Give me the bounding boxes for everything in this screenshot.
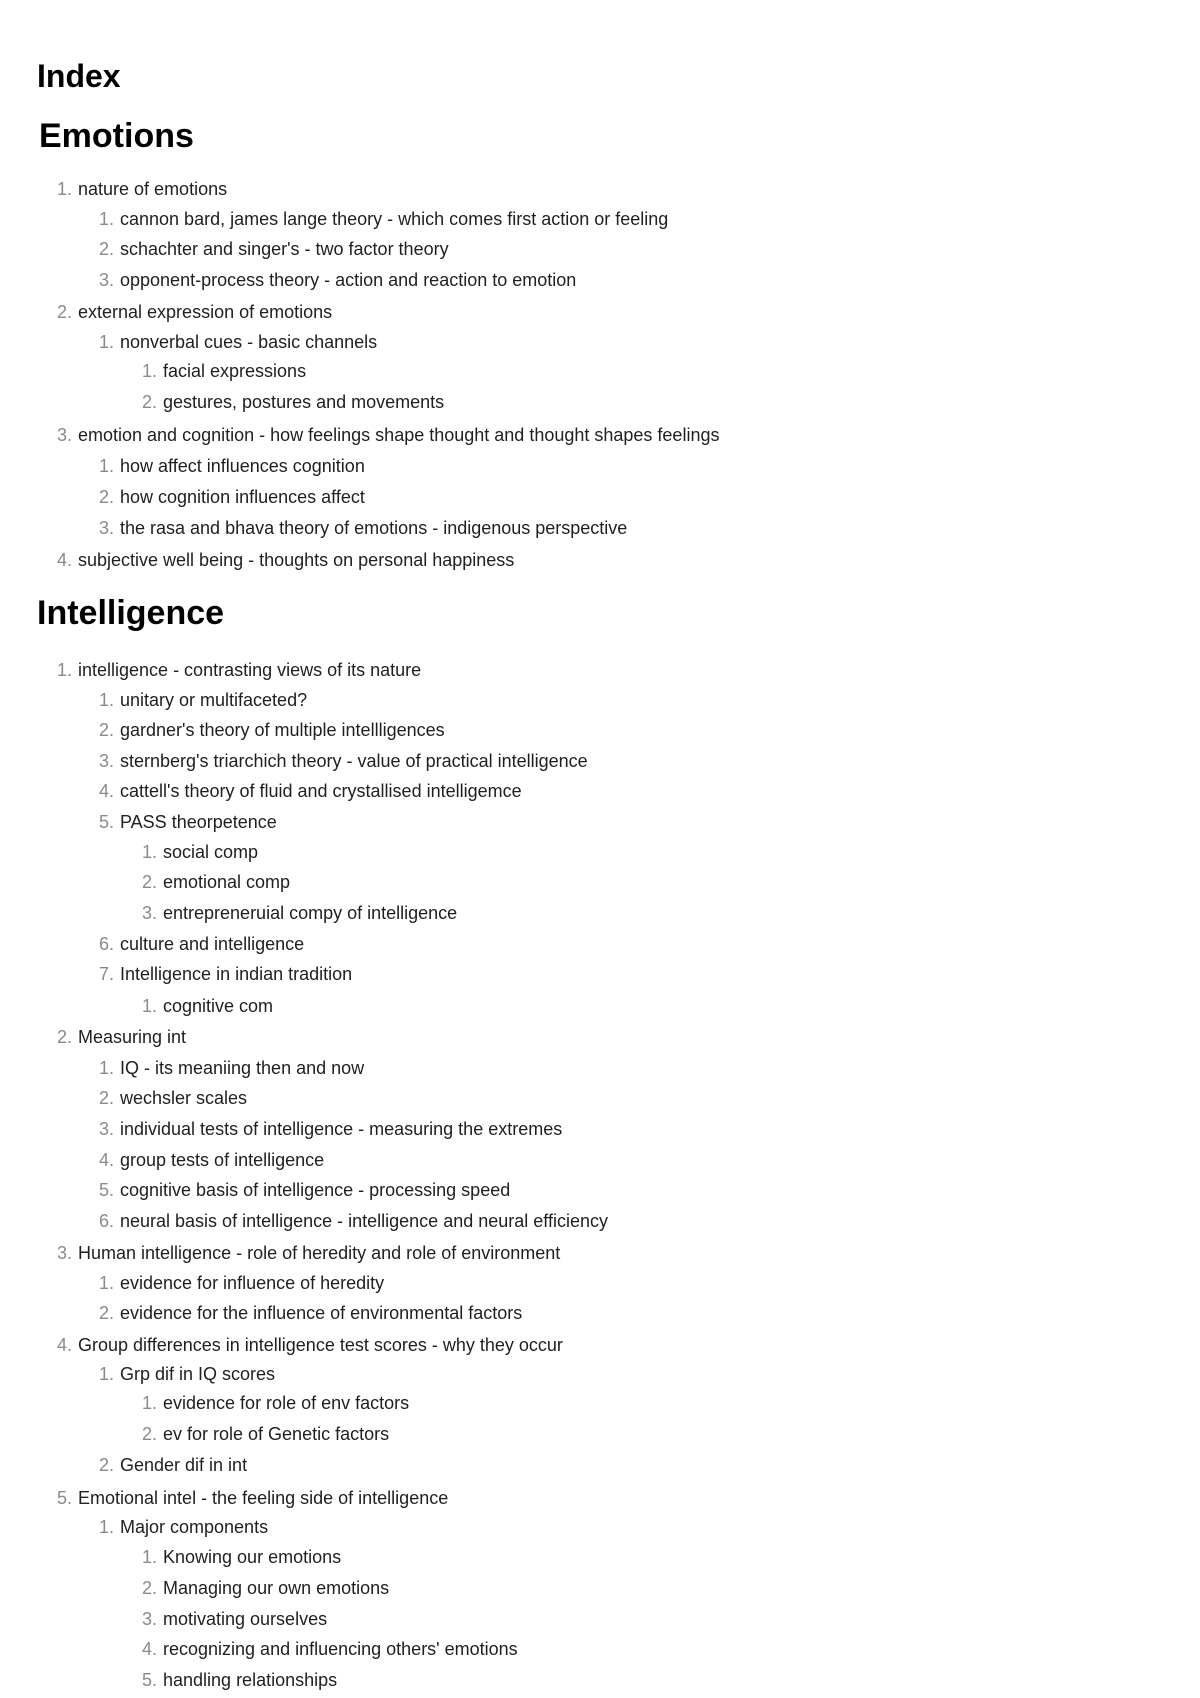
list-number: 6. [98,1211,114,1231]
list-text: the rasa and bhava theory of emotions - indigenous perspective [120,518,628,538]
list-item [131,1578,389,1598]
list-number: 5. [56,1488,72,1508]
list-text: how affect influences cognition [120,456,365,476]
list-number: 1. [98,1364,114,1384]
list-item [131,1609,327,1629]
list-item [46,302,332,322]
list-text: recognizing and influencing others' emotions [163,1639,518,1659]
list-number: 2. [141,1578,157,1598]
list-item [46,550,514,570]
list-number: 1. [98,1058,114,1078]
list-item [88,209,668,229]
list-item [46,1335,563,1355]
list-item [88,934,304,954]
page-title: Index [37,58,121,94]
list-item [131,872,290,892]
list-number: 1. [98,332,114,352]
list-text: evidence for influence of heredity [120,1273,385,1293]
list-item [46,1243,560,1263]
list-text: evidence for role of env factors [163,1393,410,1413]
list-item [46,179,227,199]
list-number: 1. [98,456,114,476]
list-text: group tests of intelligence [120,1150,325,1170]
list-text: Group differences in intelligence test scores - why they occur [78,1335,563,1355]
list-number: 4. [98,781,114,801]
list-text: Emotional intel - the feeling side of intelligence [78,1488,449,1508]
list-text: cognitive com [163,996,274,1016]
list-text: cannon bard, james lange theory - which comes first action or feeling [120,209,669,229]
list-text: Major components [120,1517,269,1537]
list-text: Grp dif in IQ scores [120,1364,276,1384]
list-item [88,1119,562,1139]
list-number: 5. [98,1180,114,1200]
list-text: emotion and cognition - how feelings shape thought and thought shapes feelings [78,425,720,445]
list-item [88,812,277,832]
list-item [46,660,421,680]
list-item [88,1180,510,1200]
list-number: 2. [141,1424,157,1444]
list-text: handling relationships [163,1670,338,1690]
list-number: 3. [98,270,114,290]
list-item [131,842,258,862]
list-number: 1. [98,1517,114,1537]
list-item [131,1639,518,1659]
list-item [88,720,445,740]
list-item [88,518,627,538]
list-text: Knowing our emotions [163,1547,342,1567]
list-item [88,1150,324,1170]
list-item [131,996,273,1016]
list-item [88,1273,384,1293]
list-text: nonverbal cues - basic channels [120,332,378,352]
list-number: 2. [98,487,114,507]
list-text: cattell's theory of fluid and crystallised intelligemce [120,781,522,801]
list-number: 5. [141,1670,157,1690]
list-number: 2. [98,1455,114,1475]
list-number: 4. [98,1150,114,1170]
list-number: 1. [141,1547,157,1567]
list-number: 2. [98,1303,114,1323]
list-item [88,1088,247,1108]
list-text: evidence for the influence of environmental factors [120,1303,523,1323]
list-item [46,1488,448,1508]
list-text: opponent-process theory - action and reaction to emotion [120,270,577,290]
list-text: sternberg's triarchich theory - value of practical intelligence [120,751,588,771]
list-item [88,456,365,476]
list-number: 4. [56,550,72,570]
list-number: 3. [56,425,72,445]
list-item [131,392,444,412]
list-text: cognitive basis of intelligence - processing speed [120,1180,511,1200]
list-number: 1. [141,842,157,862]
list-item [131,361,306,381]
list-text: unitary or multifaceted? [120,690,308,710]
list-number: 1. [141,361,157,381]
list-text: emotional comp [163,872,291,892]
list-number: 2. [141,392,157,412]
list-text: Managing our own emotions [163,1578,390,1598]
list-number: 3. [98,751,114,771]
list-text: Measuring int [78,1027,187,1047]
list-text: neural basis of intelligence - intelligence and neural efficiency [120,1211,608,1231]
list-number: 5. [98,812,114,832]
list-text: nature of emotions [78,179,228,199]
list-text: PASS theorpetence [120,812,277,832]
list-text: Human intelligence - role of heredity and role of environment [78,1243,561,1263]
list-text: entrepreneruial compy of intelligence [163,903,458,923]
list-number: 2. [98,720,114,740]
list-item [88,270,576,290]
list-item [88,1303,522,1323]
list-number: 1. [98,690,114,710]
list-text: IQ - its meaniing then and now [120,1058,365,1078]
list-item [88,1211,608,1231]
list-number: 1. [141,996,157,1016]
section-heading-emotions: Emotions [39,117,194,155]
list-text: how cognition influences affect [120,487,365,507]
list-text: external expression of emotions [78,302,333,322]
list-number: 4. [141,1639,157,1659]
list-text: individual tests of intelligence - measuring the extremes [120,1119,563,1139]
list-text: subjective well being - thoughts on personal happiness [78,550,515,570]
list-item [131,1393,409,1413]
list-text: facial expressions [163,361,307,381]
list-text: gardner's theory of multiple intellligences [120,720,445,740]
list-text: social comp [163,842,259,862]
list-number: 2. [98,1088,114,1108]
list-number: 2. [141,872,157,892]
list-number: 7. [98,964,114,984]
list-number: 2. [56,1027,72,1047]
list-text: motivating ourselves [163,1609,328,1629]
list-number: 3. [98,1119,114,1139]
list-text: Intelligence in indian tradition [120,964,353,984]
list-text: gestures, postures and movements [163,392,445,412]
list-text: schachter and singer's - two factor theory [120,239,449,259]
list-number: 1. [98,1273,114,1293]
list-item [88,487,365,507]
list-item [131,1670,337,1690]
list-item [88,690,307,710]
list-item [88,332,377,352]
list-item [46,1027,186,1047]
list-number: 2. [98,239,114,259]
list-item [88,781,522,801]
list-number: 1. [141,1393,157,1413]
list-number: 1. [56,660,72,680]
list-number: 1. [56,179,72,199]
list-text: Gender dif in int [120,1455,248,1475]
list-number: 3. [98,518,114,538]
list-item [131,1547,341,1567]
list-item [88,964,352,984]
list-text: culture and intelligence [120,934,305,954]
list-text: ev for role of Genetic factors [163,1424,390,1444]
list-item [131,903,457,923]
list-item [131,1424,389,1444]
section-heading-intelligence: Intelligence [37,594,225,632]
list-item [88,1517,268,1537]
list-number: 3. [141,903,157,923]
list-number: 3. [141,1609,157,1629]
list-text: intelligence - contrasting views of its nature [78,660,422,680]
list-item [88,1364,275,1384]
list-number: 6. [98,934,114,954]
list-number: 3. [56,1243,72,1263]
list-item [88,1058,364,1078]
list-number: 4. [56,1335,72,1355]
list-item [88,239,449,259]
list-item [88,751,588,771]
list-text: wechsler scales [120,1088,248,1108]
list-number: 2. [56,302,72,322]
list-item [46,425,719,445]
list-item [88,1455,247,1475]
list-number: 1. [98,209,114,229]
